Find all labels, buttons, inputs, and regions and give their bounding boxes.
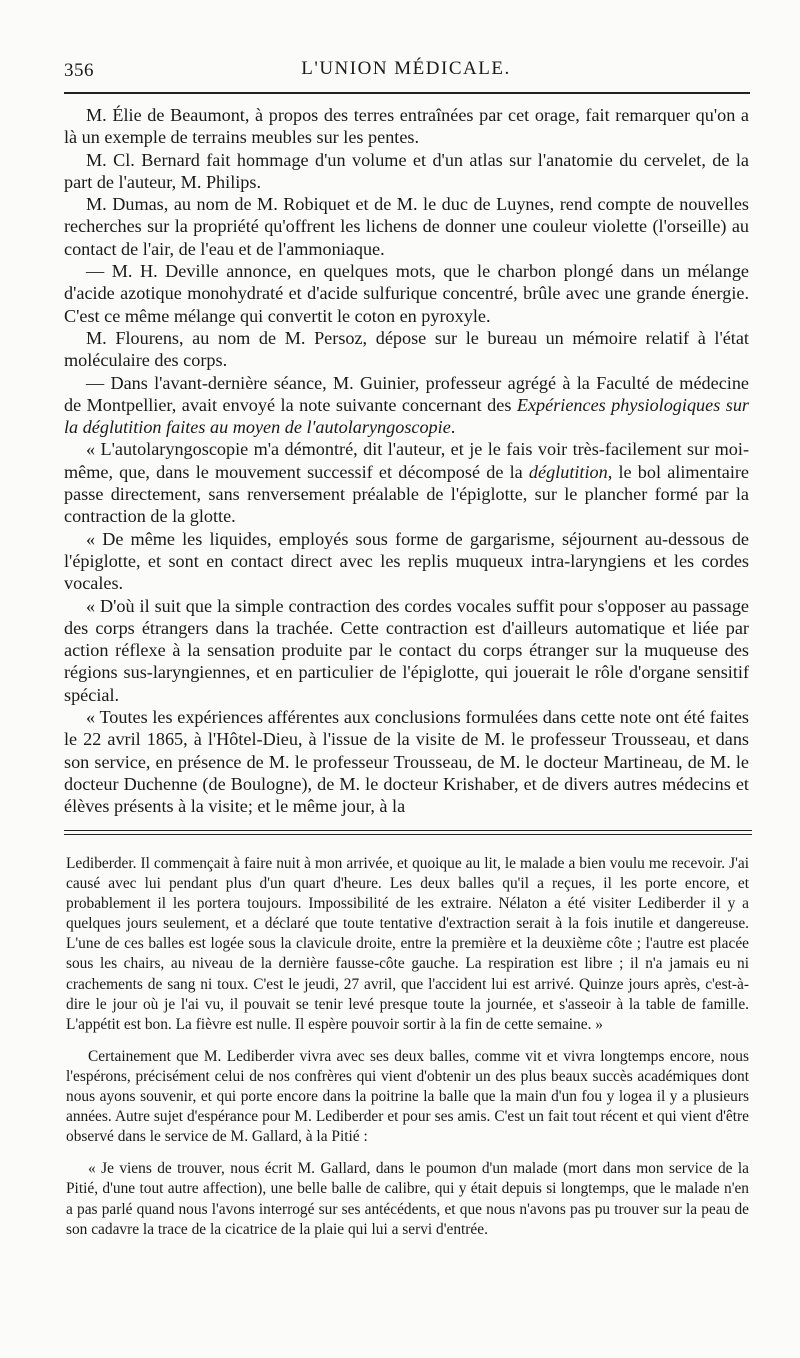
paragraph-autolaryngoscopie-term: déglutition bbox=[528, 461, 608, 482]
main-column bbox=[64, 104, 749, 818]
paragraph-autolaryngoscopie bbox=[64, 438, 749, 527]
feuilleton-column bbox=[66, 854, 749, 1240]
separator-rule-double bbox=[64, 834, 752, 835]
paragraph-guinier bbox=[64, 372, 749, 439]
paragraph-autolaryngoscopie-text: « L'autolaryngoscopie m'a démontré, dit l'auteur, et je le fais voir très-facilement sur moi-même, que, dans le mouvement successif et décomposé de la bbox=[64, 439, 749, 482]
paragraph-contraction: « D'où il suit que la simple contraction des cordes vocales suffit pour s'opposer au passage des corps étrangers dans la trachée. Cette contraction est d'ailleurs automatique et liée par action réflexe à la sensation produite par le contact du corps étranger sur la muqueuse des régions sus-laryngiennes, et en particulier de l'épiglotte, qui jouerait le rôle d'organe sensitif spécial. bbox=[64, 595, 749, 705]
note-paragraph-lediberder: Lediberder. Il commençait à faire nuit à mon arrivée, et quoique au lit, le malade a bien voulu me recevoir. J'ai causé avec lui pendant plus d'un quart d'heure. Les deux balles qu'il a reçues, il les porte encore, et probablement il les portera toujours. Impossibilité de les extraire. Nélaton a été visiter Lediberder il y a quelques jours seulement, et a déclaré que toute tentative d'extraction serait à la fois inutile et dangereuse. L'une de ces balles est logée sous la clavicule droite, entre la première et la deuxième côte ; l'autre est placée sous les chairs, au niveau de la dernière fausse-côte gauche. La respiration est libre ; il n'a jamais eu ni crachements de sang ni toux. C'est le jeudi, 27 avril, que l'accident lui est arrivé. Quinze jours après, c'est-à-dire le jour où je l'ai vu, il pouvait se tenir levé presque toute la journée, et s'asseoir à la table de famille. L'appétit est bon. La fièvre est nulle. Il espère pouvoir sortir à la fin de cette semaine. » bbox=[66, 855, 749, 1033]
paragraph-experiences: « Toutes les expériences afférentes aux conclusions formulées dans cette note ont été faites le 22 avril 1865, à l'Hôtel-Dieu, à l'issue de la visite de M. le professeur Trousseau, et dans son service, en présence de M. le professeur Trousseau, de M. le docteur Martineau, de M. le docteur Duchenne (de Boulogne), de M. le docteur Krishaber, et de divers autres médecins et élèves présents à la visite; et le même jour, à la bbox=[64, 707, 749, 817]
paragraph-beaumont: M. Élie de Beaumont, à propos des terres entraînées par cet orage, fait remarquer qu'on a là un exemple de terrains meubles sur les pentes. bbox=[64, 105, 749, 148]
paragraph-deville: — M. H. Deville annonce, en quelques mots, que le charbon plongé dans un mélange d'acide azotique monohydraté et d'acide sulfurique concentré, brûle avec une grande énergie. C'est ce même mélange qui convertit le coton en pyroxyle. bbox=[64, 261, 749, 326]
running-title: L'UNION MÉDICALE. bbox=[301, 58, 511, 79]
note-paragraph-certainement: Certainement que M. Lediberder vivra avec ses deux balles, comme vit et vivra longtemps encore, nous l'espérons, précisément celui de nos confrères qui vient d'obtenir un des plus beaux succès académiques dont nous ayons souvenir, et qui porte encore dans la poitrine la balle que la main d'un fou y logea il y a plusieurs années. Autre sujet d'espérance pour M. Lediberder et pour ses amis. C'est un fait tout récent et qui vient d'être observé dans le service de M. Gallard, à la Pitié : bbox=[66, 1047, 749, 1146]
paragraph-guinier-text: — Dans l'avant-dernière séance, M. Guinier, professeur agrégé à la Faculté de médecine de Montpellier, avait envoyé la note suivante concernant des bbox=[64, 372, 749, 415]
paragraph-bernard: M. Cl. Bernard fait hommage d'un volume et d'un atlas sur l'anatomie du cervelet, de la part de l'auteur, M. Philips. bbox=[64, 149, 749, 192]
paragraph-dumas: M. Dumas, au nom de M. Robiquet et de M. le duc de Luynes, rend compte de nouvelles recherches sur la propriété qu'offrent les lichens de donner une couleur violette (l'orseille) au contact de l'air, de l'eau et de l'ammoniaque. bbox=[64, 194, 749, 259]
paragraph-guinier-title: Expériences physiologiques sur la déglutition faites au moyen de l'autolaryngoscopie bbox=[64, 394, 749, 438]
page-header bbox=[64, 58, 748, 86]
paragraph-liquides: « De même les liquides, employés sous forme de gargarisme, séjournent au-dessous de l'épiglotte, et sont en contact direct avec les replis muqueux intra-laryngiens et les cordes vocales. bbox=[64, 528, 749, 594]
paragraph-flourens: M. Flourens, au nom de M. Persoz, dépose sur le bureau un mémoire relatif à l'état moléculaire des corps. bbox=[64, 327, 749, 371]
paragraph-autolaryngoscopie-end: , le bol alimentaire passe directement, sans renversement préalable de l'épiglotte, sur le plancher formé par la contraction de la glotte. bbox=[64, 461, 749, 527]
separator-rule bbox=[64, 830, 752, 831]
note-paragraph-gallard: « Je viens de trouver, nous écrit M. Gallard, dans le poumon d'un malade (mort dans mon service de la Pitié, d'une tout autre affection), une belle balle de calibre, qui y était depuis si longtemps, que le malade n'en a pas parlé quand nous l'avons interrogé sur ses antécédents, et que nous n'avons pas pu trouver sur la peau de son cadavre la trace de la cicatrice de la plaie qui lui a servi d'entrée. bbox=[66, 1160, 749, 1238]
page-number: 356 bbox=[64, 60, 94, 81]
header-rule bbox=[64, 92, 750, 94]
paragraph-guinier-end: . bbox=[450, 417, 456, 438]
